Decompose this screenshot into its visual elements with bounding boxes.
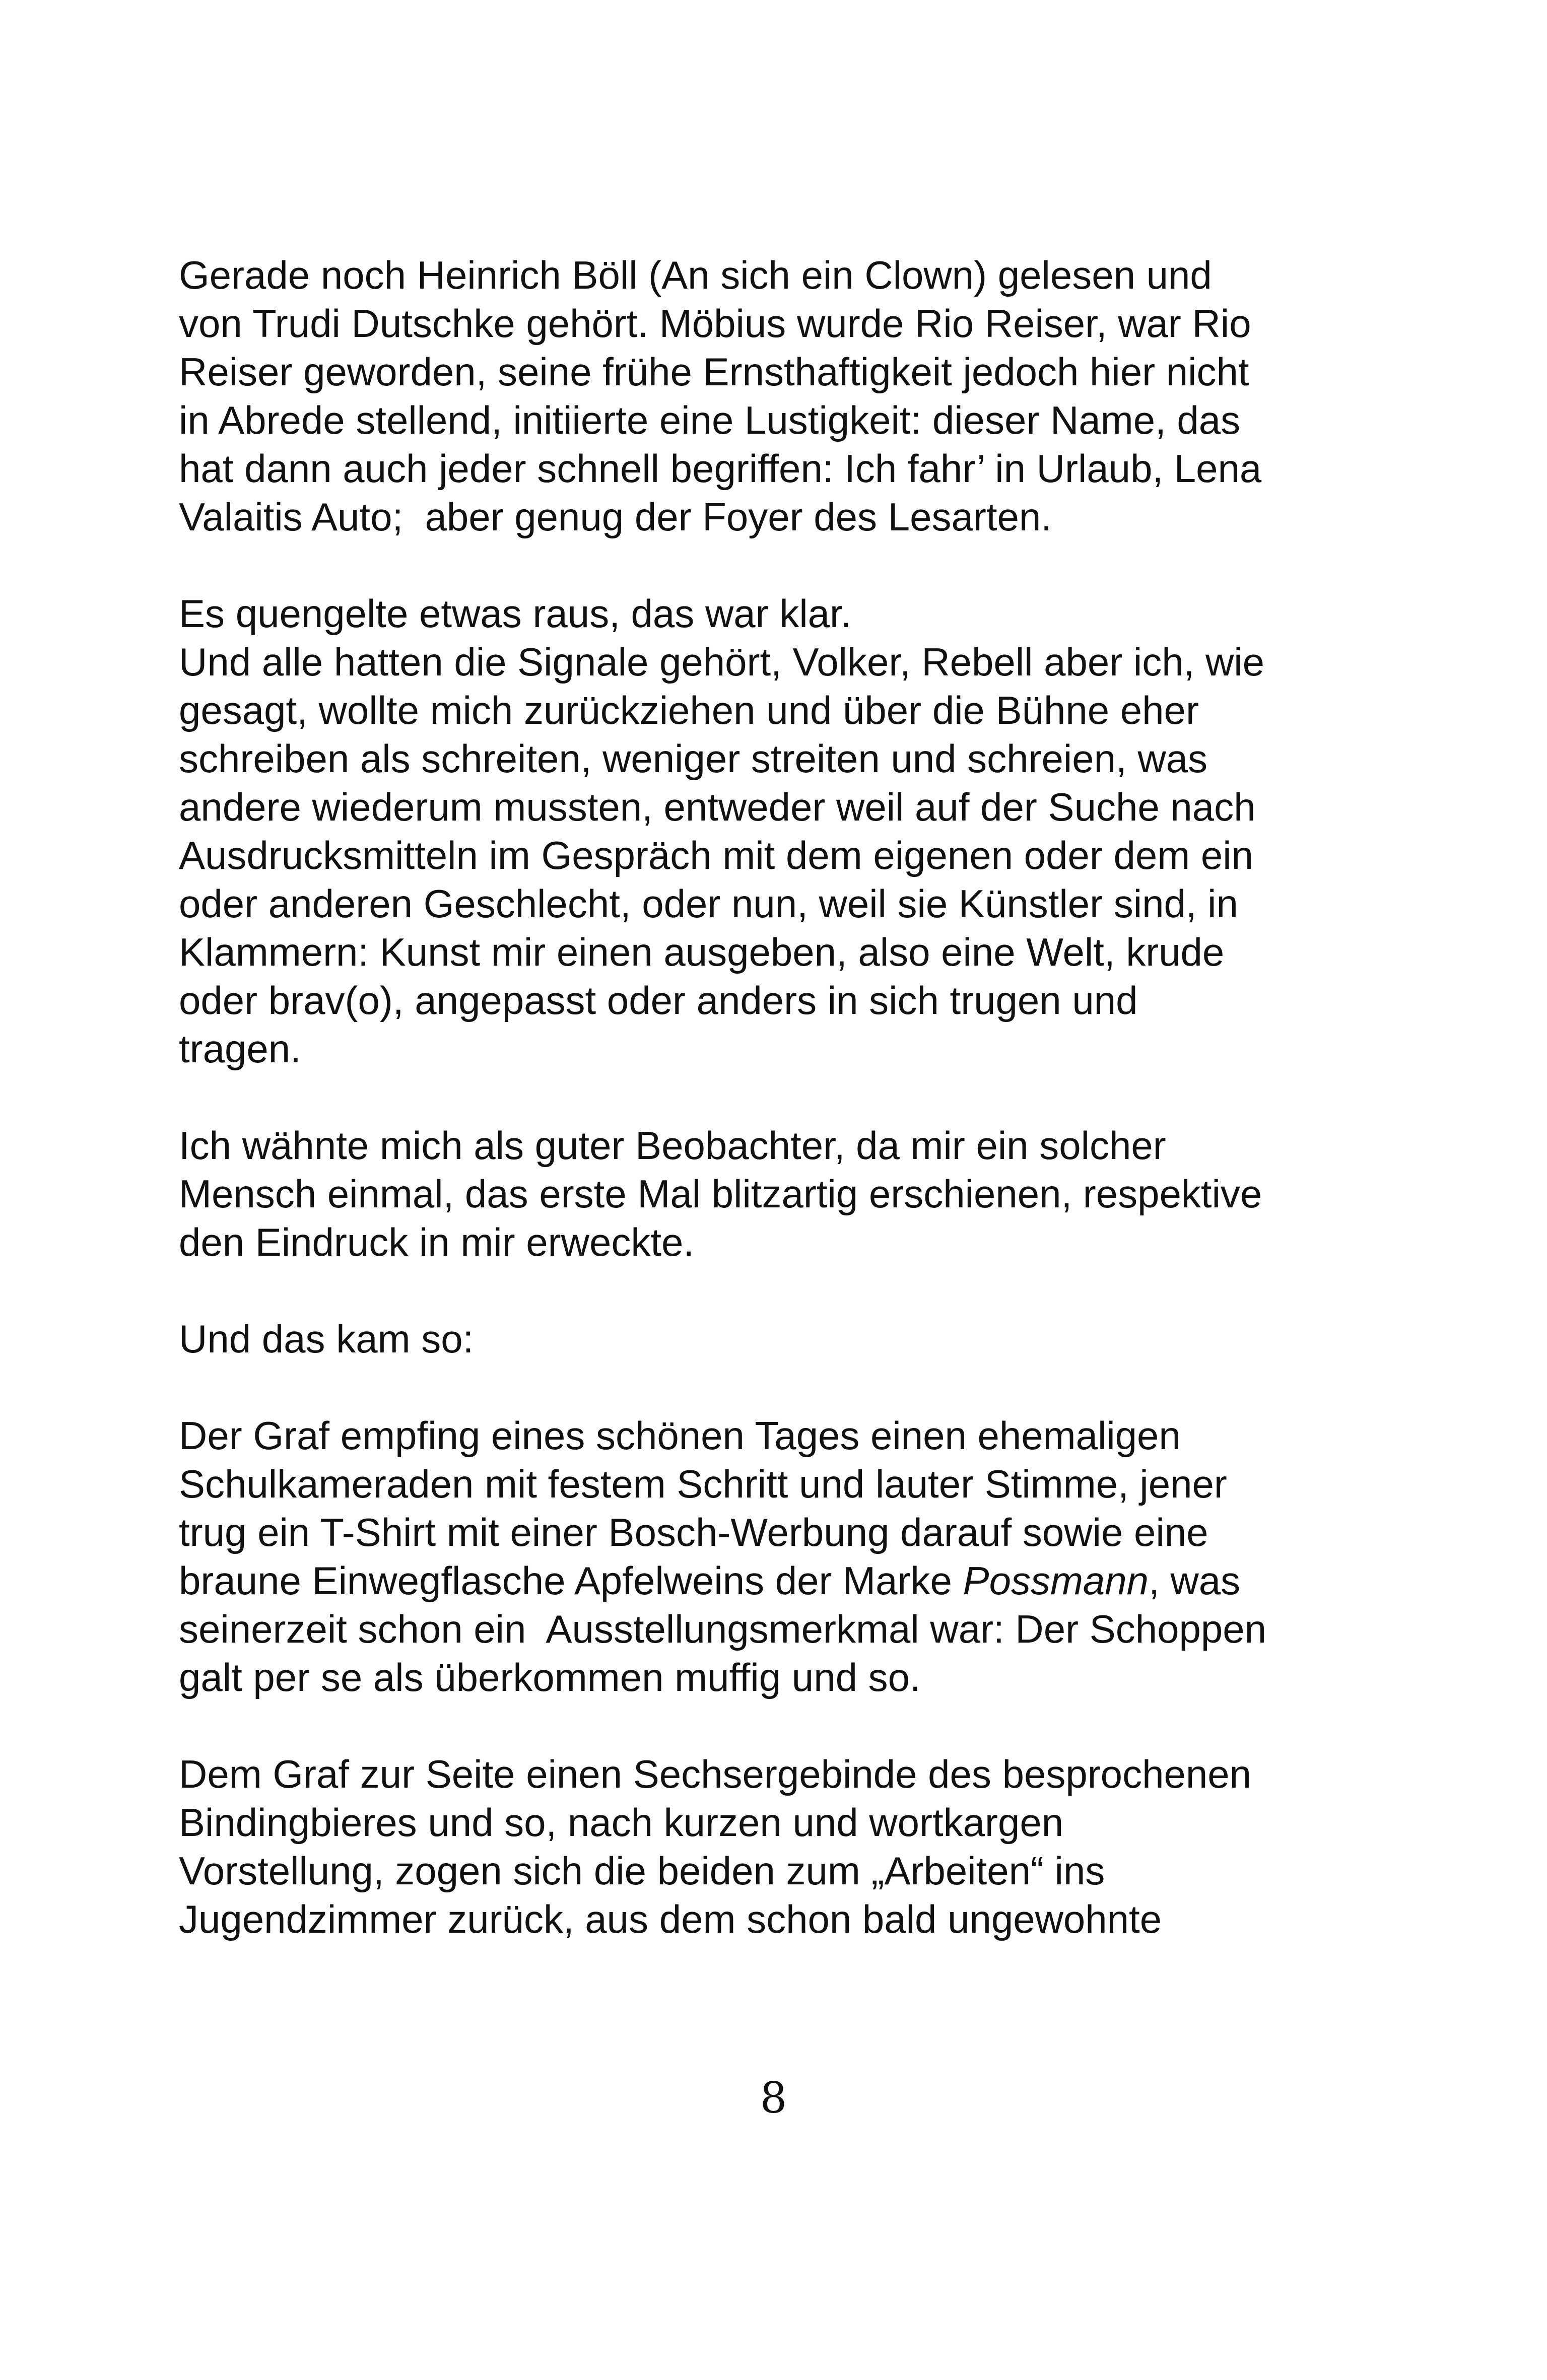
paragraph-gap — [179, 1073, 1388, 1121]
text-line: von Trudi Dutschke gehört. Möbius wurde Rio Reiser, war Rio — [179, 301, 1251, 346]
text-line: Reiser geworden, seine frühe Ernsthaftigkeit jedoch hier nicht — [179, 350, 1249, 394]
text-line: schreiben als schreiten, weniger streiten und schreien, was — [179, 736, 1208, 781]
text-line: Klammern: Kunst mir einen ausgeben, also eine Welt, krude — [179, 930, 1225, 974]
text-line: Ausdrucksmitteln im Gespräch mit dem eigenen oder dem ein — [179, 833, 1253, 877]
text-line: hat dann auch jeder schnell begriffen: Ich fahr’ in Urlaub, Lena — [179, 446, 1262, 491]
text-line: Und das kam so: — [179, 1317, 474, 1361]
text-line: galt per se als überkommen muffig und so. — [179, 1655, 921, 1699]
text-line: in Abrede stellend, initiierte eine Lustigkeit: dieser Name, das — [179, 398, 1241, 442]
text-line: Jugendzimmer zurück, aus dem schon bald ungewohnte — [179, 1897, 1162, 1941]
brand-name-italic: Possmann — [963, 1558, 1149, 1603]
paragraph-gap — [179, 1702, 1388, 1750]
text-segment: , was — [1149, 1558, 1241, 1603]
text-line: Gerade noch Heinrich Böll (An sich ein Clown) gelesen und — [179, 253, 1212, 297]
text-line: tragen. — [179, 1027, 301, 1071]
text-line: den Eindruck in mir erweckte. — [179, 1220, 695, 1264]
text-line: Valaitis Auto; aber genug der Foyer des Lesarten. — [179, 495, 1052, 539]
text-line-with-italic — [179, 1556, 1388, 1605]
page-number: 8 — [760, 2073, 787, 2123]
text-line: Und alle hatten die Signale gehört, Volker, Rebell aber ich, wie — [179, 640, 1265, 684]
paragraph — [179, 1315, 1388, 1363]
text-line: Der Graf empfing eines schönen Tages einen ehemaligen — [179, 1413, 1181, 1458]
text-line: Schulkameraden mit festem Schritt und lauter Stimme, jener — [179, 1462, 1227, 1506]
paragraph-gap — [179, 1363, 1388, 1411]
text-line: seinerzeit schon ein Ausstellungsmerkmal war: Der Schoppen — [179, 1607, 1267, 1651]
paragraph — [179, 589, 1388, 1073]
paragraph — [179, 251, 1388, 541]
text-line: gesagt, wollte mich zurückziehen und über die Bühne eher — [179, 688, 1199, 732]
paragraph — [179, 1121, 1388, 1266]
text-line: Vorstellung, zogen sich die beiden zum „Arbeiten“ ins — [179, 1849, 1105, 1893]
text-line: trug ein T-Shirt mit einer Bosch-Werbung darauf sowie eine — [179, 1510, 1208, 1554]
text-line: andere wiederum mussten, entweder weil auf der Suche nach — [179, 785, 1256, 829]
paragraph-gap — [179, 1266, 1388, 1315]
text-line: Dem Graf zur Seite einen Sechsergebinde des besprochenen — [179, 1752, 1251, 1796]
text-segment: braune Einwegflasche Apfelweins der Marke — [179, 1558, 963, 1603]
paragraph — [179, 1411, 1388, 1702]
text-line: oder anderen Geschlecht, oder nun, weil sie Künstler sind, in — [179, 881, 1238, 926]
text-line: Mensch einmal, das erste Mal blitzartig erschienen, respektive — [179, 1172, 1262, 1216]
text-line: Ich wähnte mich als guter Beobachter, da mir ein solcher — [179, 1123, 1166, 1168]
text-line: Bindingbieres und so, nach kurzen und wortkargen — [179, 1800, 1064, 1845]
paragraph-gap — [179, 541, 1388, 589]
text-line: oder brav(o), angepasst oder anders in sich trugen und — [179, 978, 1138, 1023]
text-line: Es quengelte etwas raus, das war klar. — [179, 591, 852, 636]
paragraph — [179, 1750, 1388, 1943]
body-text — [179, 251, 1388, 1943]
